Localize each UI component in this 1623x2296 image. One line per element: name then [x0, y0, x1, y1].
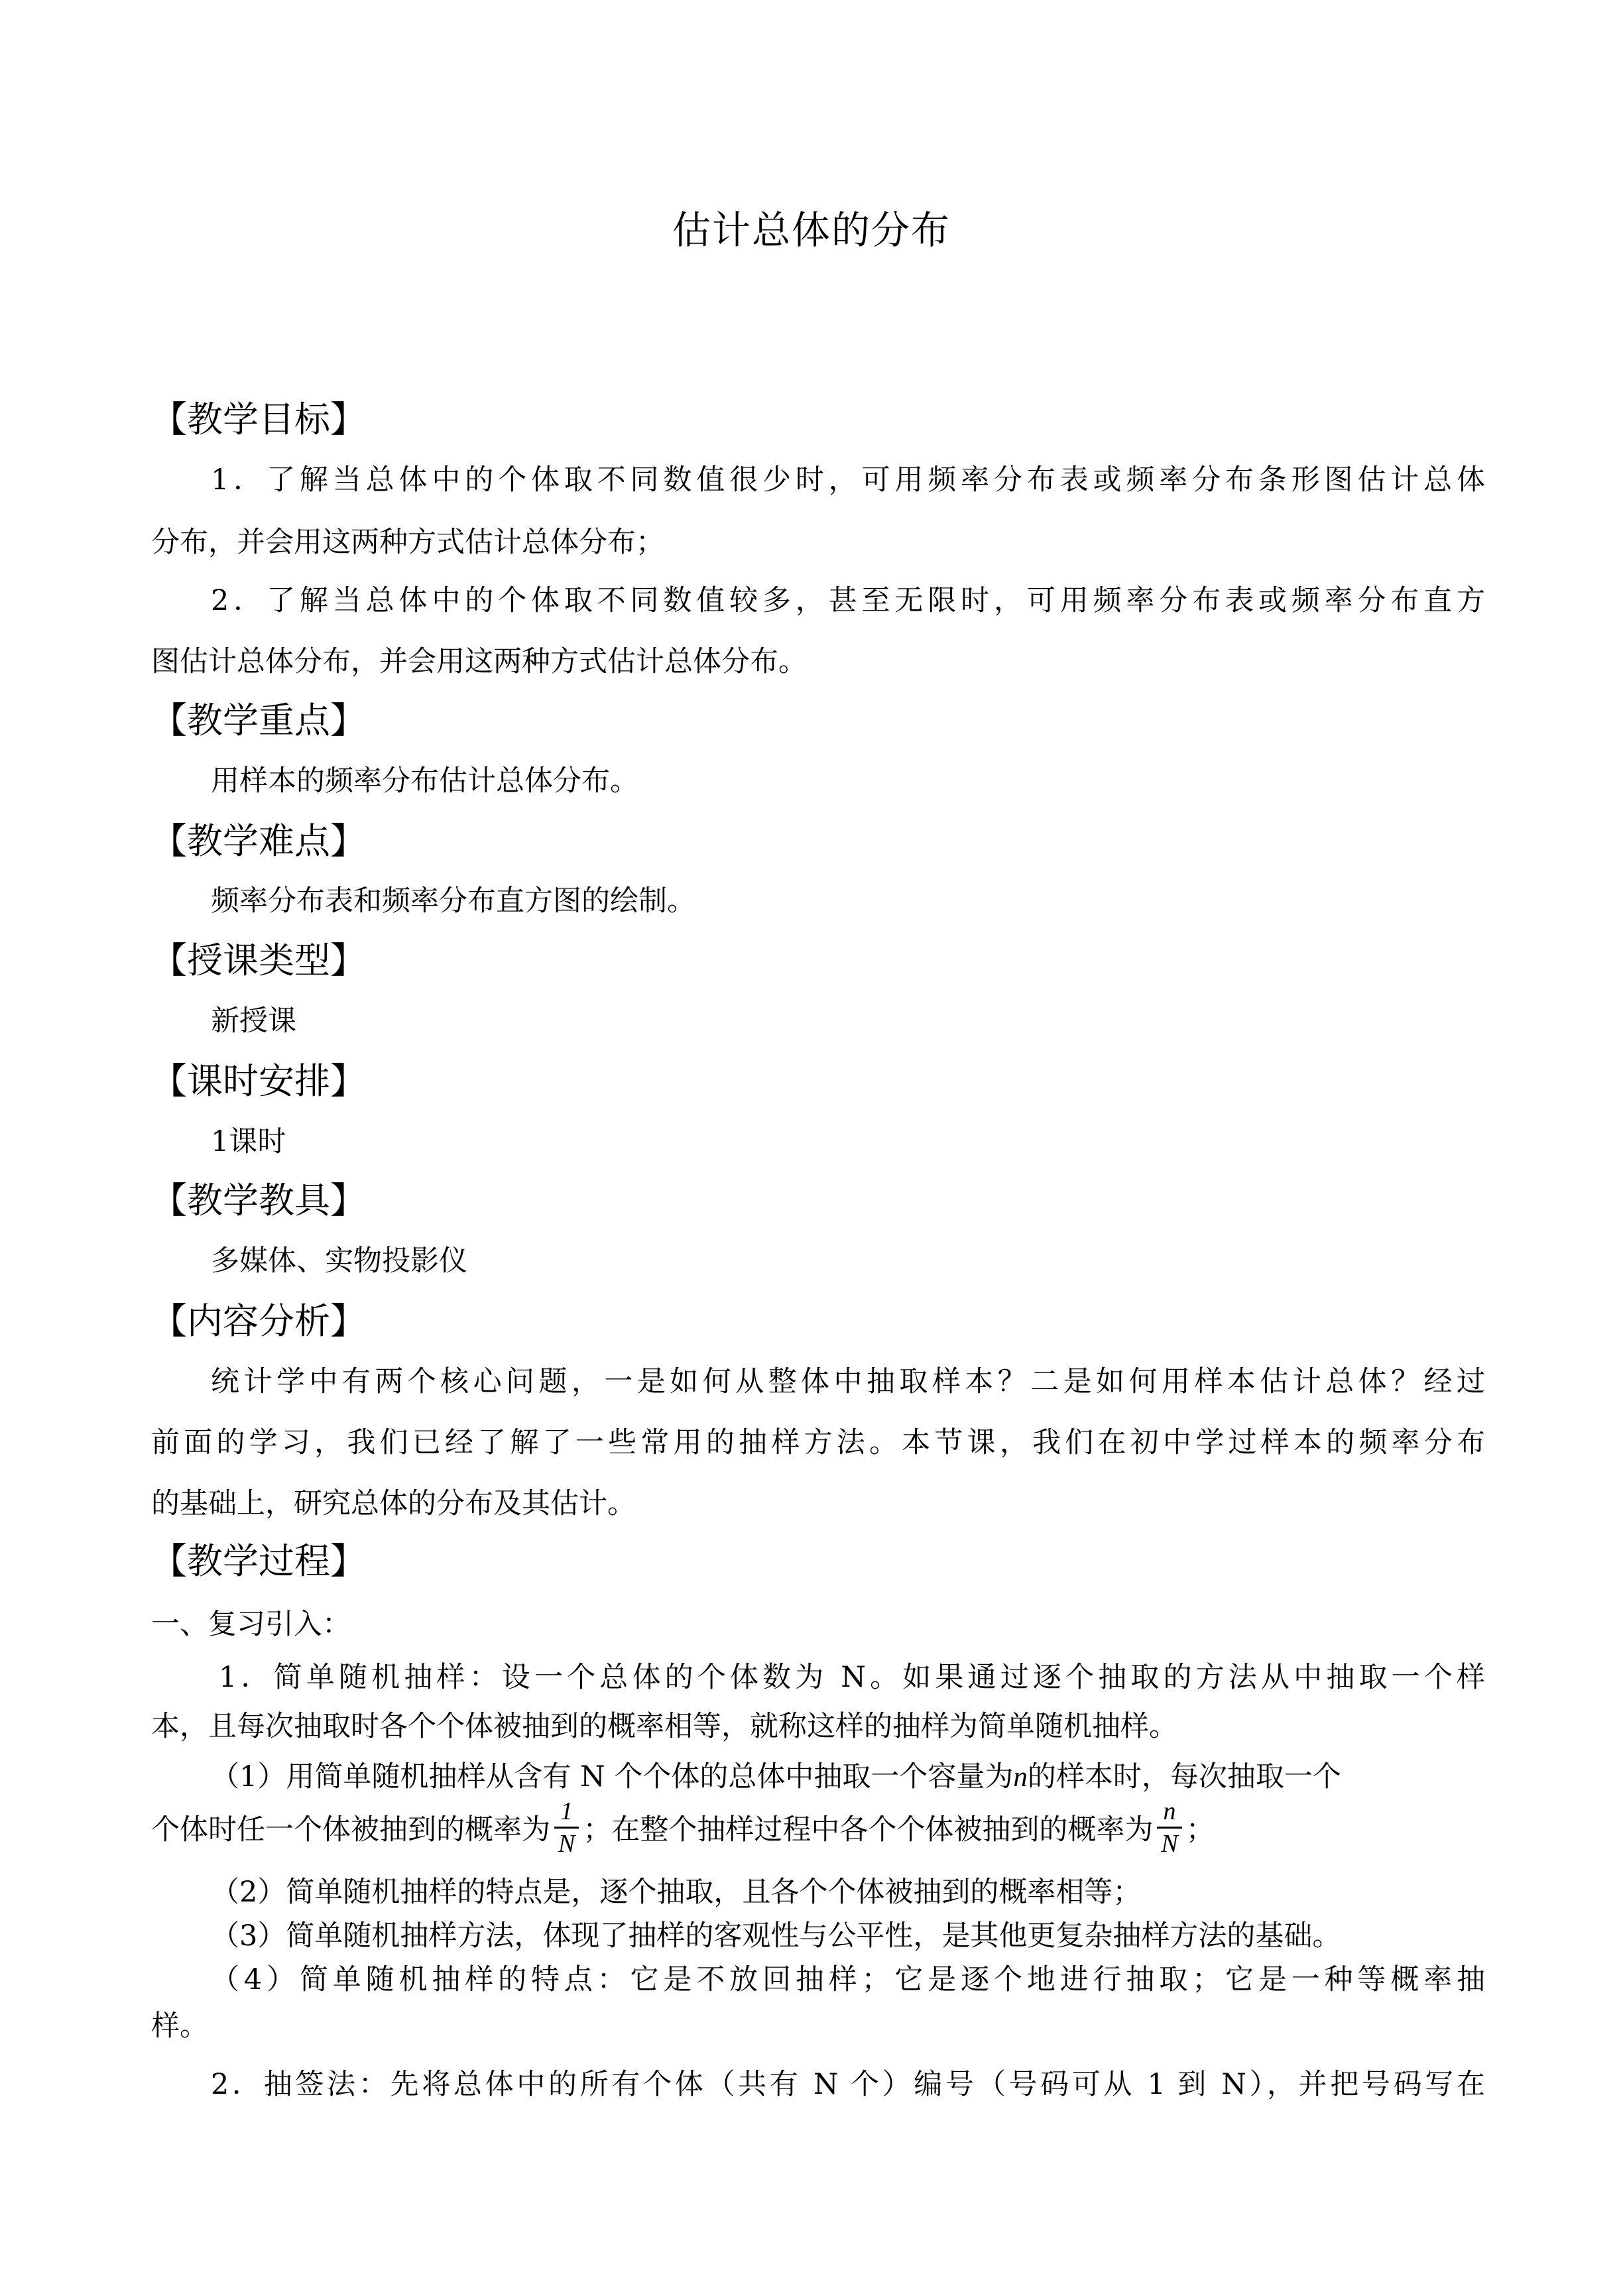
point-1-line-1 [211, 1754, 1341, 1795]
tools-text: 多媒体、实物投影仪 [211, 1244, 467, 1278]
part-1-title: 一、复习引入： [151, 1608, 351, 1641]
point-1-text-e: ； [1185, 1813, 1215, 1846]
difficulties-text: 频率分布表和频率分布直方图的绘制。 [211, 884, 695, 918]
tools-heading: 【教学教具】 [151, 1179, 366, 1221]
fraction-1-numerator: 1 [560, 1797, 573, 1825]
point-1-text-c: 个体时任一个体被抽到的概率为 [151, 1813, 550, 1846]
fraction-1-over-n [554, 1796, 579, 1859]
point-1-line-2 [151, 1790, 1215, 1864]
point-3: （3）简单随机抽样方法，体现了抽样的客观性与公平性，是其他更复杂抽样方法的基础。 [211, 1919, 1341, 1953]
objectives-heading: 【教学目标】 [151, 398, 366, 440]
fraction-1-denominator: N [558, 1829, 575, 1858]
point-2: （2）简单随机抽样的特点是，逐个抽取，且各个个体被抽到的概率相等； [211, 1876, 1142, 1909]
point-1-text-d: ；在整个抽样过程中各个个体被抽到的概率为 [583, 1813, 1154, 1846]
point-1-text-b: 的样本时，每次抽取一个 [1027, 1760, 1341, 1793]
objective-2-line-2: 图估计总体分布，并会用这两种方式估计总体分布。 [151, 645, 807, 678]
key-points-text: 用样本的频率分布估计总体分布。 [211, 764, 638, 798]
point-1-text-a: （1）用简单随机抽样从含有 N 个个体的总体中抽取一个容量为 [211, 1760, 1014, 1793]
analysis-line-1: 统计学中有两个核心问题，一是如何从整体中抽取样本？二是如何用样本估计总体？经过 [211, 1365, 1485, 1398]
sample-size-variable: n [1013, 1762, 1028, 1793]
lesson-type-text: 新授课 [211, 1004, 296, 1038]
fraction-n-over-n [1157, 1796, 1181, 1859]
schedule-heading: 【课时安排】 [151, 1060, 366, 1102]
srs-definition-line-2: 本，且每次抽取时各个个体被抽到的概率相等，就称这样的抽样为简单随机抽样。 [151, 1710, 1177, 1743]
analysis-line-3: 的基础上，研究总体的分布及其估计。 [151, 1487, 636, 1520]
difficulties-heading: 【教学难点】 [151, 820, 366, 862]
objective-1-line-1: 1．了解当总体中的个体取不同数值很少时，可用频率分布表或频率分布条形图估计总体 [211, 463, 1485, 497]
srs-definition-line-1: 1．简单随机抽样：设一个总体的个体数为 N。如果通过逐个抽取的方法从中抽取一个样 [219, 1661, 1485, 1694]
schedule-text: 1课时 [211, 1125, 286, 1158]
process-heading: 【教学过程】 [151, 1540, 366, 1582]
key-points-heading: 【教学重点】 [151, 699, 366, 741]
fraction-2-numerator: n [1163, 1797, 1176, 1825]
page-title: 估计总体的分布 [672, 208, 951, 253]
analysis-heading: 【内容分析】 [151, 1300, 366, 1342]
point-4-line-1: （4）简单随机抽样的特点：它是不放回抽样；它是逐个地进行抽取；它是一种等概率抽 [211, 1963, 1485, 1996]
objective-2-line-1: 2．了解当总体中的个体取不同数值较多，甚至无限时，可用频率分布表或频率分布直方 [211, 584, 1485, 617]
point-4-line-2: 样。 [151, 2010, 208, 2043]
analysis-line-2: 前面的学习，我们已经了解了一些常用的抽样方法。本节课，我们在初中学过样本的频率分布 [151, 1426, 1485, 1459]
lesson-type-heading: 【授课类型】 [151, 939, 366, 981]
fraction-2-denominator: N [1161, 1829, 1178, 1858]
lottery-method-line-1: 2．抽签法：先将总体中的所有个体（共有 N 个）编号（号码可从 1 到 N），并把号码写在 [211, 2068, 1485, 2101]
objective-1-line-2: 分布，并会用这两种方式估计总体分布； [151, 526, 664, 559]
